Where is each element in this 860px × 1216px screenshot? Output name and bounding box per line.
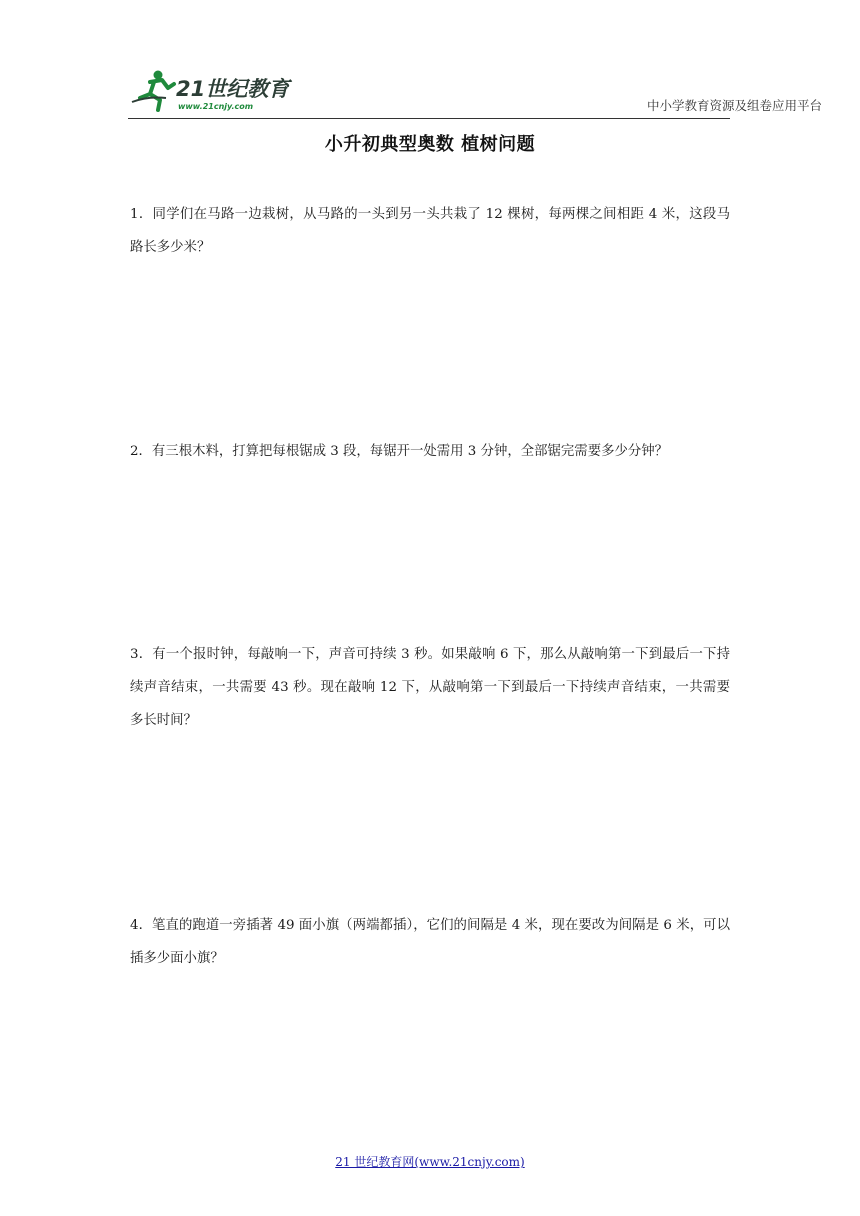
footer-link[interactable]: 21 世纪教育网(www.21cnjy.com) xyxy=(335,1155,525,1169)
page-header xyxy=(128,62,822,119)
question-4: 4．笔直的跑道一旁插著 49 面小旗（两端都插），它们的间隔是 4 米，现在要改为间隔是 6 米，可以插多少面小旗？ xyxy=(130,918,730,966)
question-1: 1．同学们在马路一边栽树，从马路的一头到另一头共栽了 12 棵树，每两棵之间相距 4 米，这段马路长多少米？ xyxy=(130,207,730,255)
running-man-logo-icon xyxy=(128,68,298,114)
question-3: 3．有一个报时钟，每敲响一下，声音可持续 3 秒。如果敲响 6 下，那么从敲响第一下到最后一下持续声音结束，一共需要 43 秒。现在敲响 12 下，从敲响第一下到最后一下持续声音结束，一共需要多长时间？ xyxy=(130,647,730,728)
logo-url: www.21cnjy.com xyxy=(178,102,254,111)
page-footer xyxy=(0,1153,860,1170)
site-logo[interactable] xyxy=(128,68,298,114)
logo-text: 21世纪教育 xyxy=(176,77,290,101)
question-2: 2．有三根木料，打算把每根锯成 3 段，每锯开一处需用 3 分钟，全部锯完需要多少分钟？ xyxy=(130,444,669,459)
platform-name: 中小学教育资源及组卷应用平台 xyxy=(646,98,822,113)
page-title: 小升初典型奥数 植树问题 xyxy=(324,134,536,155)
